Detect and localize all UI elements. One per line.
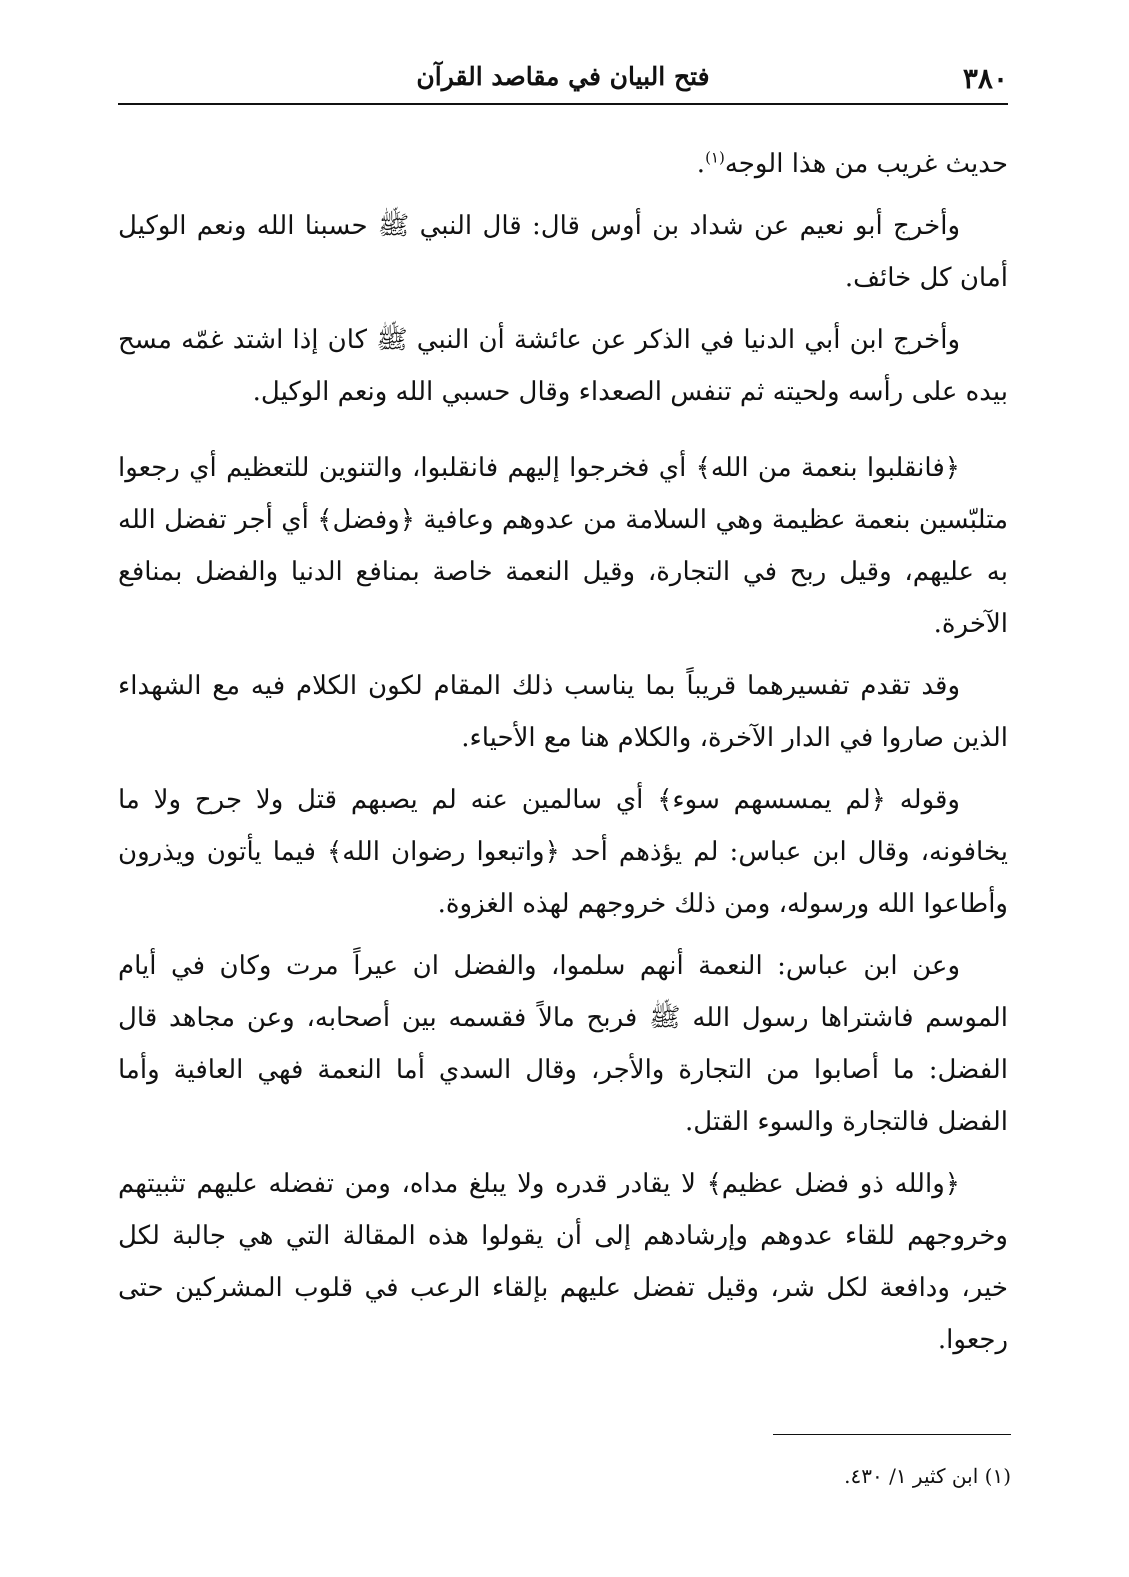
paragraph-text: حديث غريب من هذا الوجه [724, 149, 1008, 179]
paragraph-4: ﴿فانقلبوا بنعمة من الله﴾ أي فخرجوا إليهم فانقلبوا، والتنوين للتعظيم أي رجعوا متلبّسين بنعمة عظيمة وهي السلامة من عدوهم وعافية ﴿وفضل﴾ أي أجر تفضل الله به عليهم، وقيل ربح في التجارة، وقيل النعمة خاصة بمنافع الدنيا والفضل بمنافع الآخرة. [118, 453, 1008, 639]
running-title: فتح البيان في مقاصد القرآن [416, 62, 710, 91]
main-text [118, 138, 1008, 1376]
paragraph-6: وقوله ﴿لم يمسسهم سوء﴾ أي سالمين عنه لم يصبهم قتل ولا جرح ولا ما يخافونه، وقال ابن عباس: لم يؤذهم أحد ﴿واتبعوا رضوان الله﴾ فيما يأتون ويذرون وأطاعوا الله ورسوله، ومن ذلك خروجهم لهذه الغزوة. [118, 785, 1008, 919]
page-header [118, 58, 1008, 98]
footnote-marker: (١) [705, 148, 725, 167]
paragraph-8: ﴿والله ذو فضل عظيم﴾ لا يقادر قدره ولا يبلغ مداه، ومن تفضله عليهم تثبيتهم وخروجهم للقاء عدوهم وإرشادهم إلى أن يقولوا هذه المقالة التي هي جالبة لكل خير، ودافعة لكل شر، وقيل تفضل عليهم بإلقاء الرعب في قلوب المشركين حتى رجعوا. [118, 1169, 1008, 1355]
paragraph-2: وأخرج أبو نعيم عن شداد بن أوس قال: قال النبي ﷺ حسبنا الله ونعم الوكيل أمان كل خائف. [118, 211, 1008, 293]
header-rule [118, 103, 1008, 105]
footnote-rule [773, 1434, 1011, 1435]
footnote: (١) ابن كثير ١/ ٤٣٠. [844, 1464, 1011, 1488]
paragraph-5: وقد تقدم تفسيرهما قريباً بما يناسب ذلك المقام لكون الكلام فيه مع الشهداء الذين صاروا في الدار الآخرة، والكلام هنا مع الأحياء. [118, 671, 1008, 753]
paragraph-suffix: . [696, 149, 706, 179]
page-number: ٣٨٠ [962, 62, 1008, 95]
paragraph-3: وأخرج ابن أبي الدنيا في الذكر عن عائشة أن النبي ﷺ كان إذا اشتد غمّه مسح بيده على رأسه ولحيته ثم تنفس الصعداء وقال حسبي الله ونعم الوكيل. [118, 325, 1008, 407]
paragraph-7: وعن ابن عباس: النعمة أنهم سلموا، والفضل ان عيراً مرت وكان في أيام الموسم فاشتراها رسول الله ﷺ فربح مالاً فقسمه بين أصحابه، وعن مجاهد قال الفضل: ما أصابوا من التجارة والأجر، وقال السدي أما النعمة فهي العافية وأما الفضل فالتجارة والسوء القتل. [118, 951, 1008, 1137]
paragraph-1 [118, 138, 1008, 190]
